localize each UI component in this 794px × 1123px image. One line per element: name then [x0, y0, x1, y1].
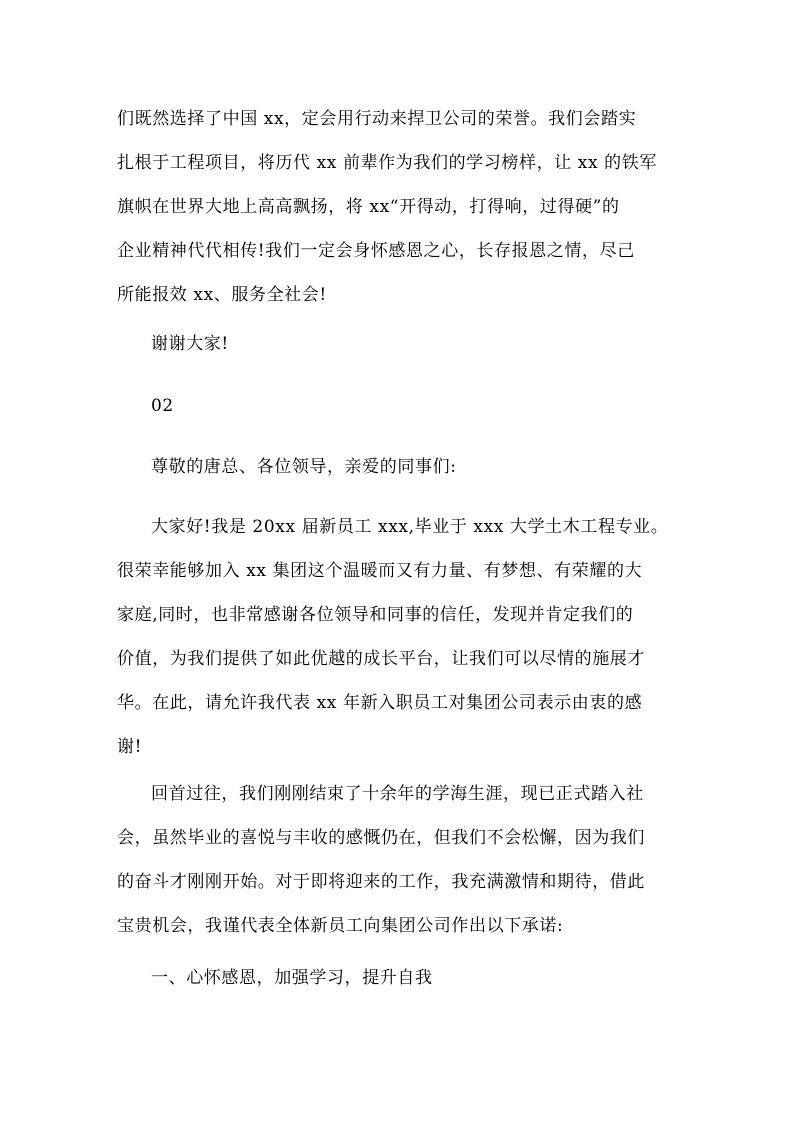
paragraph-line: 会，虽然毕业的喜悦与丰收的感慨仍在，但我们不会松懈，因为我们: [117, 828, 645, 848]
paragraph-line: 谢!: [117, 737, 143, 757]
paragraph-line: 家庭,同时，也非常感谢各位领导和同事的信任，发现并肯定我们的: [117, 605, 634, 625]
paragraph-line: 宝贵机会，我谨代表全体新员工向集团公司作出以下承诺:: [117, 916, 564, 936]
paragraph-line: 很荣幸能够加入 xx 集团这个温暖而又有力量、有梦想、有荣耀的大: [117, 561, 643, 581]
paragraph-line: 所能报效 xx、服务全社会!: [117, 285, 327, 305]
section-number: 02: [151, 396, 174, 416]
section-heading: 一、心怀感恩，加强学习，提升自我: [151, 968, 433, 988]
paragraph-line: 旗帜在世界大地上高高飘扬，将 xx“开得动，打得响，过得硬”的: [117, 197, 620, 217]
paragraph-line: 的奋斗才刚刚开始。对于即将迎来的工作，我充满激情和期待，借此: [117, 872, 645, 892]
paragraph-line: 扎根于工程项目，将历代 xx 前辈作为我们的学习榜样，让 xx 的铁军: [117, 153, 657, 173]
paragraph-line: 们既然选择了中国 xx，定会用行动来捍卫公司的荣誉。我们会踏实: [117, 109, 637, 129]
paragraph-line: 价值，为我们提供了如此优越的成长平台，让我们可以尽情的施展才: [117, 649, 645, 669]
paragraph-line: 大家好!我是 20xx 届新员工 xxx,毕业于 xxx 大学土木工程专业。: [151, 517, 669, 537]
thanks-line: 谢谢大家!: [151, 334, 229, 354]
paragraph-continuation: [117, 101, 677, 313]
paragraph-commitment: [117, 776, 677, 944]
paragraph-line: 回首过往，我们刚刚结束了十余年的学海生涯，现已正式踏入社: [151, 784, 644, 804]
paragraph-intro: [117, 509, 677, 765]
paragraph-line: 企业精神代代相传!我们一定会身怀感恩之心，长存报恩之情，尽己: [117, 241, 635, 261]
paragraph-line: 华。在此，请允许我代表 xx 年新入职员工对集团公司表示由衷的感: [117, 693, 643, 713]
salutation: 尊敬的唐总、各位领导，亲爱的同事们:: [151, 457, 457, 477]
